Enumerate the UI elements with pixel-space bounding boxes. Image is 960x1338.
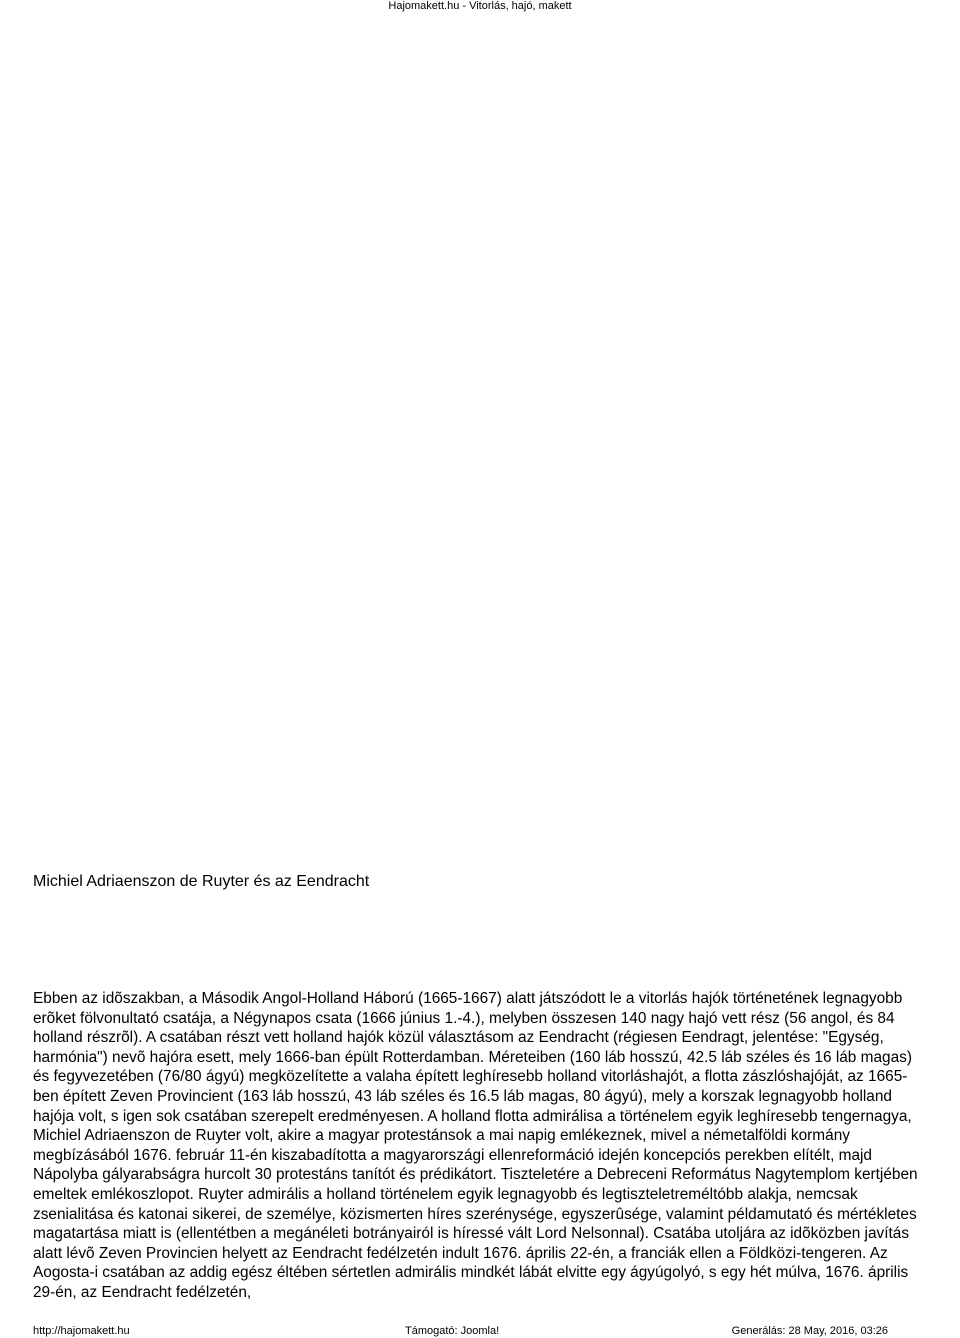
site-title: Hajomakett.hu - Vitorlás, hajó, makett bbox=[388, 0, 572, 12]
footer-url-link[interactable]: http://hajomakett.hu bbox=[33, 1325, 130, 1337]
footer-sponsor: Támogató: Joomla! bbox=[405, 1325, 500, 1337]
page-footer bbox=[33, 1325, 888, 1338]
article-paragraph: Ebben az idõszakban, a Második Angol-Holland Háború (1665-1667) alatt játszódott le a vitorlás hajók történetének legnagyobb erõket fölvonultató csatája, a Négynapos csata (1666 június 1.-4.), melyben összesen 140 nagy hajó vett rész (56 angol, és 84 holland részrõl). A csatában részt vett holland hajók közül választásom az Eendracht (régiesen Eendragt, jelentése: "Egység, harmónia") nevõ hajóra esett, mely 1666-ban épült Rotterdamban. Méreteiben (160 láb hosszú, 42.5 láb széles és 16 láb magas) és fegyvezetében (76/80 ágyú) megközelítette a valaha épített leghíresebb holland vitorláshajót, a flotta zászlóshajóját, az 1665-ben épített Zeven Provincient (163 láb hosszú, 43 láb széles és 16.5 láb magas, 80 ágyú), mely a korszak legnagyobb holland hajója volt, s igen sok csatában szerepelt eredményesen. A holland flotta admirálisa a történelem egyik leghíresebb tengernagya, Michiel Adriaenszon de Ruyter volt, akire a magyar protestánsok a mai napig emlékeznek, mivel a németalföldi kormány megbízásából 1676. február 11-én kiszabadította a magyarországi ellenreformáció idején koncepciós perekben elítélt, majd Nápolyba gályarabságra hurcolt 30 protestáns tanítót és prédikátort. Tiszteletére a Debreceni Református Nagytemplom kertjében emeltek emlékoszlopot. Ruyter admirális a holland történelem egyik legnagyobb és legtiszteletreméltóbb alakja, nemcsak zsenialitása és katonai sikerei, de személye, közismerten híres szerénysége, egyszerûsége, valamint példamutató és mértékletes magatartása miatt is (ellentétben a megánéleti botrányairól is híressé vált Lord Nelsonnal). Csatába utoljára az idõközben javítás alatt lévõ Zeven Provincien helyett az Eendracht fedélzetén indult 1676. április 22-én, a franciák ellen a Földközi-tengeren. Az Aogosta-i csatában az addig egész éltében sértetlen admirális mindkét lábát elvitte egy ágyúgolyó, s egy hét múlva, 1676. április 29-én, az Eendracht fedélzetén, bbox=[33, 990, 918, 1301]
footer-generated-timestamp: Generálás: 28 May, 2016, 03:26 bbox=[731, 1325, 888, 1337]
page-header bbox=[0, 0, 960, 13]
article-title: Michiel Adriaenszon de Ruyter és az Eendracht bbox=[33, 873, 370, 890]
article-body bbox=[33, 989, 928, 1303]
